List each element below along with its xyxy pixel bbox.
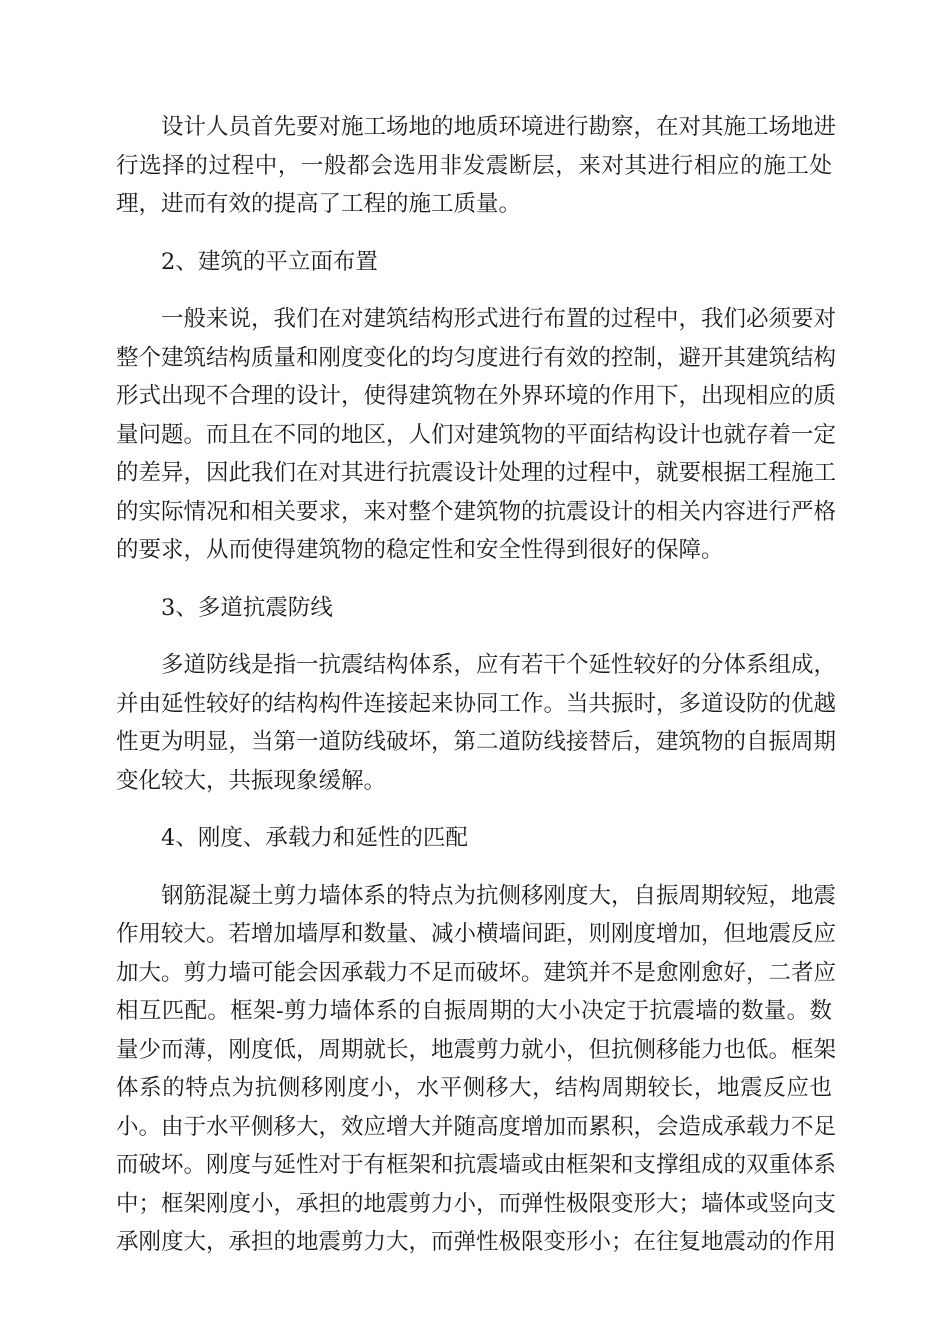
- text-line: 量问题。而且在不同的地区，人们对建筑物的平面结构设计也就存着一定: [116, 421, 837, 448]
- heading-text: 4、刚度、承载力和延性的匹配: [161, 825, 468, 851]
- text-line: 相互匹配。框架-剪力墙体系的自振周期的大小决定于抗震墙的数量。数: [116, 998, 832, 1024]
- paragraph-layout: [116, 300, 837, 570]
- text-line: 变化较大，共振现象缓解。: [116, 767, 387, 794]
- heading-text: 3、多道抗震防线: [161, 594, 333, 621]
- text-line: 中；框架刚度小，承担的地震剪力小，而弹性极限变形大；墙体或竖向支: [116, 1190, 837, 1217]
- text-line: 作用较大。若增加墙厚和数量、减小横墙间距，则刚度增加，但地震反应: [116, 921, 837, 947]
- text-line: 承刚度大，承担的地震剪力大，而弹性极限变形小；在往复地震动的作用: [116, 1229, 837, 1255]
- heading-text: 2、建筑的平立面布置: [161, 248, 378, 275]
- text-line: 的实际情况和相关要求，来对整个建筑物的抗震设计的相关内容进行严格: [116, 498, 837, 525]
- text-line: 形式出现不合理的设计，使得建筑物在外界环境的作用下，出现相应的质: [116, 383, 837, 409]
- text-line: 钢筋混凝土剪力墙体系的特点为抗侧移刚度大，自振周期较短，地震: [161, 882, 837, 909]
- section-heading: [116, 589, 832, 628]
- text-line: 一般来说，我们在对建筑结构形式进行布置的过程中，我们必须要对: [161, 306, 837, 332]
- text-line: 小。由于水平侧移大，效应增大并随高度增加而累积，会造成承载力不足: [116, 1113, 837, 1140]
- text-line: 的差异，因此我们在对其进行抗震设计处理的过程中，就要根据工程施工: [116, 460, 837, 486]
- document-page: [116, 108, 837, 1262]
- paragraph-stiffness: [116, 877, 837, 1262]
- text-line: 加大。剪力墙可能会因承载力不足而破坏。建筑并不是愈刚愈好，二者应: [116, 959, 837, 986]
- paragraph-site-survey: [116, 108, 837, 224]
- text-line: 并由延性较好的结构构件连接起来协同工作。当共振时，多道设防的优越: [116, 690, 837, 717]
- text-line: 体系的特点为抗侧移刚度小，水平侧移大，结构周期较长，地震反应也: [116, 1075, 832, 1101]
- section-heading: [116, 819, 832, 858]
- text-line: 性更为明显，当第一道防线破坏，第二道防线接替后，建筑物的自振周期: [116, 729, 837, 755]
- text-line: 理，进而有效的提高了工程的施工质量。: [116, 191, 522, 217]
- text-line: 整个建筑结构质量和刚度变化的均匀度进行有效的控制，避开其建筑结构: [116, 344, 837, 371]
- paragraph-defense-lines: [116, 646, 837, 800]
- text-line: 的要求，从而使得建筑物的稳定性和安全性得到很好的保障。: [116, 537, 724, 563]
- text-line: 行选择的过程中，一般都会选用非发震断层，来对其进行相应的施工处: [116, 152, 832, 179]
- text-line: 设计人员首先要对施工场地的地质环境进行勘察，在对其施工场地进: [161, 114, 837, 140]
- text-line: 量少而薄，刚度低，周期就长，地震剪力就小，但抗侧移能力也低。框架: [116, 1036, 837, 1063]
- text-line: 而破坏。刚度与延性对于有框架和抗震墙或由框架和支撑组成的双重体系: [116, 1152, 837, 1178]
- section-heading: [116, 243, 832, 282]
- text-line: 多道防线是指一抗震结构体系，应有若干个延性较好的分体系组成，: [161, 652, 837, 678]
